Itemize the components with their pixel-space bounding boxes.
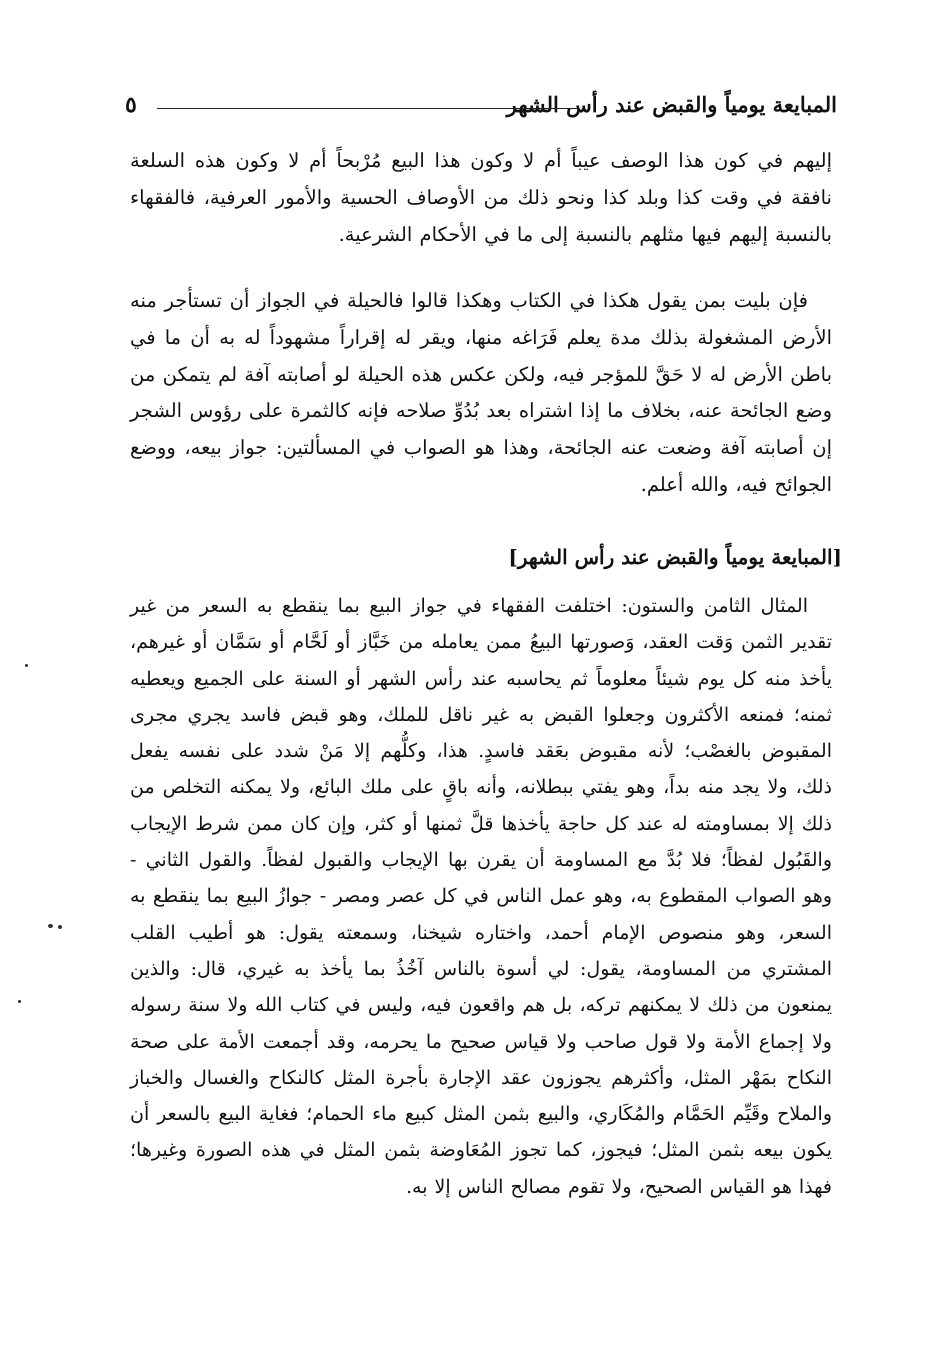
paragraph-continuation [130, 143, 832, 253]
page-header [125, 90, 837, 124]
section-body [130, 588, 832, 1205]
header-rule [157, 108, 579, 109]
scan-speck [58, 925, 62, 929]
scan-speck [18, 1000, 21, 1003]
paragraph-text: فإن بليت بمن يقول هكذا في الكتاب وهكذا قالوا فالحيلة في الجواز أن تستأجر منه الأرض المشغولة بذلك مدة يعلم فَرَاغه منها، ويقر له إقراراً مشهوداً له به أن ما في باطن الأرض له لا حَقَّ للمؤجر فيه، ولكن عكس هذه الحيلة لو أصابته آفة لم يتمكن من وضع الجائحة عنه، بخلاف ما إذا اشتراه بعد بُدُوِّ صلاحه فإنه كالثمرة على رؤوس الشجر إن أصابته آفة وضعت عنه الجائحة، وهذا هو الصواب في المسألتين: جواز بيعه، ووضع الجوائح فيه، والله أعلم. [130, 289, 832, 496]
paragraph-trick [130, 283, 832, 504]
paragraph-text: إليهم في كون هذا الوصف عيباً أم لا وكون هذا البيع مُرْبحاً أم لا وكون هذه السلعة نافقة في وقت كذا وبلد كذا ونحو ذلك من الأوصاف الحسية والأمور العرفية، فالفقهاء بالنسبة إليهم فيها مثلهم بالنسبة إلى ما في الأحكام الشرعية. [130, 149, 832, 246]
page-number: ٥ [125, 92, 137, 118]
scan-speck [25, 664, 28, 667]
paragraph-text: المثال الثامن والستون: اختلفت الفقهاء في جواز البيع بما ينقطع به السعر من غير تقدير الثمن وَقت العقد، وَصورتها البيعُ ممن يعامله من خَبَّاز أو لَحَّام أو سَمَّان أو غيرهم، يأخذ منه كل يوم شيئاً معلوماً ثم يحاسبه عند رأس الشهر أو السنة على الجميع ويعطيه ثمنه؛ فمنعه الأكثرون وجعلوا القبض به غير ناقل للملك، وهو قبض فاسد يجري مجرى المقبوض بالغصْب؛ لأنه مقبوض بعَقد فاسدٍ. هذا، وكلُّهم إلا مَنْ شدد على نفسه يفعل ذلك، ولا يجد منه بداً، وهو يفتي ببطلانه، وأنه باقٍ على ملك البائع، ولا يمكنه التخلص من ذلك إلا بمساومته له عند كل حاجة يأخذها قلَّ ثمنها أو كثر، وإن كان ممن شرط الإيجاب والقَبُول لفظاً؛ فلا بُدَّ مع المساومة أن يقرن بها الإيجاب والقبول لفظاً. والقول الثاني - وهو الصواب المقطوع به، وهو عمل الناس في كل عصر ومصر - جوازُ البيع بما ينقطع به السعر، وهو منصوص الإمام أحمد، واختاره شيخنا، وسمعته يقول: هو أطيب القلب المشتري من المساومة، يقول: لي أسوة بالناس آخُذُ بما يأخذ به غيري، قال: والذين يمنعون من ذلك لا يمكنهم تركه، بل هم واقعون فيه، وليس في كتاب الله ولا سنة رسوله ولا إجماع الأمة ولا قول صاحب ولا قياس صحيح ما يحرمه، وقد أجمعت الأمة على صحة النكاح بمَهْر المثل، وأكثرهم يجوزون عقد الإجارة بأجرة المثل كالنكاح والغسال والخباز والملاح وقَيِّم الحَمَّام والمُكَاري، والبيع بثمن المثل كبيع ماء الحمام؛ فغاية البيع بالسعر أن يكون بيعه بثمن المثل؛ فيجوز، كما تجوز المُعَاوضة بثمن المثل في هذه الصورة وغيرها؛ فهذا هو القياس الصحيح، ولا تقوم مصالح الناس إلا به. [130, 595, 832, 1198]
running-title: المبايعة يومياً والقبض عند رأس الشهر [506, 92, 837, 117]
section-heading: [المبايعة يومياً والقبض عند رأس الشهر] [508, 545, 842, 569]
scan-speck [48, 924, 53, 928]
